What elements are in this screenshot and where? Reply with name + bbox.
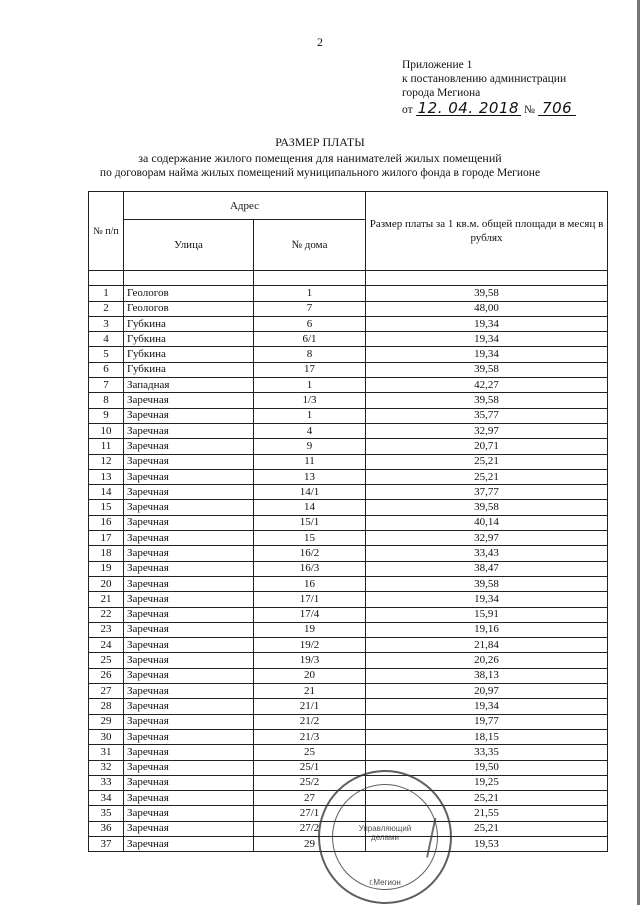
table-row bbox=[89, 347, 608, 362]
row-rate: 25,21 bbox=[366, 454, 608, 469]
row-rate: 19,77 bbox=[366, 714, 608, 729]
row-number: 23 bbox=[89, 622, 124, 637]
row-street: Заречная bbox=[124, 393, 254, 408]
row-street: Губкина bbox=[124, 316, 254, 331]
row-number: 3 bbox=[89, 316, 124, 331]
row-street: Заречная bbox=[124, 821, 254, 836]
header-address: Адрес bbox=[124, 192, 366, 220]
row-house: 19/3 bbox=[254, 653, 366, 668]
table-body bbox=[89, 271, 608, 852]
row-rate: 39,58 bbox=[366, 500, 608, 515]
row-number: 2 bbox=[89, 301, 124, 316]
row-number: 28 bbox=[89, 699, 124, 714]
header-separator bbox=[89, 271, 608, 286]
row-street: Заречная bbox=[124, 469, 254, 484]
row-house: 16/2 bbox=[254, 546, 366, 561]
row-number: 36 bbox=[89, 821, 124, 836]
row-number: 8 bbox=[89, 393, 124, 408]
table-row bbox=[89, 423, 608, 438]
row-rate: 38,13 bbox=[366, 668, 608, 683]
row-rate: 21,55 bbox=[366, 806, 608, 821]
table-row bbox=[89, 408, 608, 423]
row-house: 17 bbox=[254, 362, 366, 377]
title-line-1: РАЗМЕР ПЛАТЫ bbox=[275, 135, 365, 149]
row-number: 15 bbox=[89, 500, 124, 515]
row-street: Заречная bbox=[124, 408, 254, 423]
row-house: 1 bbox=[254, 408, 366, 423]
row-street: Заречная bbox=[124, 622, 254, 637]
row-rate: 25,21 bbox=[366, 469, 608, 484]
row-street: Заречная bbox=[124, 668, 254, 683]
table-row bbox=[89, 286, 608, 301]
row-rate: 33,35 bbox=[366, 745, 608, 760]
table-row bbox=[89, 653, 608, 668]
table-row bbox=[89, 622, 608, 637]
row-house: 21/2 bbox=[254, 714, 366, 729]
row-street: Заречная bbox=[124, 485, 254, 500]
appendix-line-3: города Мегиона bbox=[402, 87, 481, 99]
row-house: 25/1 bbox=[254, 760, 366, 775]
table-row bbox=[89, 714, 608, 729]
row-street: Заречная bbox=[124, 806, 254, 821]
row-rate: 39,58 bbox=[366, 362, 608, 377]
appendix-line-2: к постановлению администрации bbox=[402, 73, 567, 85]
appendix-date-line bbox=[402, 101, 612, 117]
row-street: Заречная bbox=[124, 684, 254, 699]
row-street: Заречная bbox=[124, 745, 254, 760]
table-row bbox=[89, 668, 608, 683]
row-rate: 19,50 bbox=[366, 760, 608, 775]
table-row bbox=[89, 684, 608, 699]
table-row bbox=[89, 469, 608, 484]
row-number: 20 bbox=[89, 576, 124, 591]
row-number: 14 bbox=[89, 485, 124, 500]
row-street: Заречная bbox=[124, 531, 254, 546]
row-number: 7 bbox=[89, 378, 124, 393]
row-rate: 48,00 bbox=[366, 301, 608, 316]
row-number: 5 bbox=[89, 347, 124, 362]
from-label: от bbox=[402, 104, 413, 116]
number-label: № bbox=[524, 104, 536, 116]
page-number: 2 bbox=[317, 35, 323, 49]
appendix-line-1: Приложение 1 bbox=[402, 59, 473, 71]
row-house: 13 bbox=[254, 469, 366, 484]
row-house: 1 bbox=[254, 286, 366, 301]
row-house: 21 bbox=[254, 684, 366, 699]
row-number: 19 bbox=[89, 561, 124, 576]
row-rate: 20,97 bbox=[366, 684, 608, 699]
row-rate: 15,91 bbox=[366, 607, 608, 622]
row-number: 16 bbox=[89, 515, 124, 530]
row-number: 25 bbox=[89, 653, 124, 668]
header-rate: Размер платы за 1 кв.м. общей площади в месяц в рублях bbox=[366, 192, 608, 271]
row-number: 1 bbox=[89, 286, 124, 301]
row-number: 21 bbox=[89, 592, 124, 607]
row-rate: 39,58 bbox=[366, 576, 608, 591]
row-rate: 19,25 bbox=[366, 775, 608, 790]
row-number: 34 bbox=[89, 791, 124, 806]
row-rate: 39,58 bbox=[366, 286, 608, 301]
row-rate: 37,77 bbox=[366, 485, 608, 500]
row-rate: 25,21 bbox=[366, 821, 608, 836]
row-house: 15 bbox=[254, 531, 366, 546]
row-number: 26 bbox=[89, 668, 124, 683]
rates-table bbox=[88, 191, 608, 852]
row-rate: 21,84 bbox=[366, 638, 608, 653]
row-house: 19/2 bbox=[254, 638, 366, 653]
row-street: Заречная bbox=[124, 454, 254, 469]
table-row bbox=[89, 729, 608, 744]
row-street: Геологов bbox=[124, 286, 254, 301]
row-house: 8 bbox=[254, 347, 366, 362]
row-house: 14 bbox=[254, 500, 366, 515]
row-house: 17/1 bbox=[254, 592, 366, 607]
appendix-block bbox=[402, 58, 612, 117]
table-row bbox=[89, 301, 608, 316]
row-number: 18 bbox=[89, 546, 124, 561]
row-house: 6 bbox=[254, 316, 366, 331]
row-house: 20 bbox=[254, 668, 366, 683]
table-row bbox=[89, 378, 608, 393]
row-number: 29 bbox=[89, 714, 124, 729]
row-street: Геологов bbox=[124, 301, 254, 316]
row-street: Заречная bbox=[124, 592, 254, 607]
row-house: 27/1 bbox=[254, 806, 366, 821]
row-house: 7 bbox=[254, 301, 366, 316]
row-number: 17 bbox=[89, 531, 124, 546]
row-street: Заречная bbox=[124, 546, 254, 561]
row-rate: 32,97 bbox=[366, 423, 608, 438]
row-house: 15/1 bbox=[254, 515, 366, 530]
row-house: 11 bbox=[254, 454, 366, 469]
row-street: Заречная bbox=[124, 439, 254, 454]
row-street: Заречная bbox=[124, 561, 254, 576]
row-house: 1 bbox=[254, 378, 366, 393]
table-row bbox=[89, 760, 608, 775]
row-house: 6/1 bbox=[254, 332, 366, 347]
row-house: 19 bbox=[254, 622, 366, 637]
row-number: 6 bbox=[89, 362, 124, 377]
table-row bbox=[89, 454, 608, 469]
table-row bbox=[89, 332, 608, 347]
seal-center-text: Управляющий делами bbox=[358, 824, 412, 842]
table-row bbox=[89, 576, 608, 591]
document-title bbox=[0, 135, 640, 181]
row-street: Западная bbox=[124, 378, 254, 393]
row-rate: 19,34 bbox=[366, 699, 608, 714]
row-street: Заречная bbox=[124, 775, 254, 790]
row-street: Заречная bbox=[124, 576, 254, 591]
row-number: 13 bbox=[89, 469, 124, 484]
row-rate: 38,47 bbox=[366, 561, 608, 576]
row-rate: 40,14 bbox=[366, 515, 608, 530]
row-number: 22 bbox=[89, 607, 124, 622]
row-house: 1/3 bbox=[254, 393, 366, 408]
seal-bottom-text: г.Мегион bbox=[369, 878, 401, 887]
title-line-3: по договорам найма жилых помещений муниципального жилого фонда в городе Мегионе bbox=[99, 167, 541, 179]
row-house: 25 bbox=[254, 745, 366, 760]
row-rate: 32,97 bbox=[366, 531, 608, 546]
row-street: Заречная bbox=[124, 638, 254, 653]
row-house: 21/1 bbox=[254, 699, 366, 714]
row-number: 35 bbox=[89, 806, 124, 821]
row-street: Заречная bbox=[124, 760, 254, 775]
row-rate: 18,15 bbox=[366, 729, 608, 744]
row-street: Заречная bbox=[124, 515, 254, 530]
row-house: 4 bbox=[254, 423, 366, 438]
row-house: 16 bbox=[254, 576, 366, 591]
table-row bbox=[89, 515, 608, 530]
table-row bbox=[89, 561, 608, 576]
table-row bbox=[89, 592, 608, 607]
row-rate: 19,34 bbox=[366, 316, 608, 331]
row-house: 17/4 bbox=[254, 607, 366, 622]
table-row bbox=[89, 316, 608, 331]
row-street: Заречная bbox=[124, 729, 254, 744]
row-street: Заречная bbox=[124, 423, 254, 438]
row-street: Заречная bbox=[124, 607, 254, 622]
header-street: Улица bbox=[124, 220, 254, 271]
header-house: № дома bbox=[254, 220, 366, 271]
table-row bbox=[89, 439, 608, 454]
table-row bbox=[89, 500, 608, 515]
table-row bbox=[89, 362, 608, 377]
row-number: 37 bbox=[89, 836, 124, 851]
row-number: 11 bbox=[89, 439, 124, 454]
row-street: Губкина bbox=[124, 362, 254, 377]
row-street: Заречная bbox=[124, 836, 254, 851]
table-row bbox=[89, 745, 608, 760]
row-street: Губкина bbox=[124, 332, 254, 347]
row-street: Заречная bbox=[124, 791, 254, 806]
row-street: Заречная bbox=[124, 714, 254, 729]
table-row bbox=[89, 546, 608, 561]
row-rate: 33,43 bbox=[366, 546, 608, 561]
row-number: 9 bbox=[89, 408, 124, 423]
row-house: 27 bbox=[254, 791, 366, 806]
handwritten-date: 12. 04. 2018 bbox=[417, 99, 520, 117]
handwritten-number: 706 bbox=[538, 101, 576, 116]
row-number: 32 bbox=[89, 760, 124, 775]
row-rate: 20,26 bbox=[366, 653, 608, 668]
row-rate: 19,34 bbox=[366, 592, 608, 607]
table-row bbox=[89, 699, 608, 714]
row-street: Заречная bbox=[124, 653, 254, 668]
row-rate: 42,27 bbox=[366, 378, 608, 393]
table-row bbox=[89, 393, 608, 408]
row-rate: 19,53 bbox=[366, 836, 608, 851]
row-house: 27/2 bbox=[254, 821, 366, 836]
row-number: 12 bbox=[89, 454, 124, 469]
row-number: 27 bbox=[89, 684, 124, 699]
row-rate: 39,58 bbox=[366, 393, 608, 408]
row-number: 24 bbox=[89, 638, 124, 653]
row-house: 29 bbox=[254, 836, 366, 851]
row-number: 33 bbox=[89, 775, 124, 790]
row-rate: 19,16 bbox=[366, 622, 608, 637]
row-house: 25/2 bbox=[254, 775, 366, 790]
row-house: 16/3 bbox=[254, 561, 366, 576]
row-number: 4 bbox=[89, 332, 124, 347]
row-house: 9 bbox=[254, 439, 366, 454]
row-house: 14/1 bbox=[254, 485, 366, 500]
table-row bbox=[89, 607, 608, 622]
row-number: 31 bbox=[89, 745, 124, 760]
row-street: Заречная bbox=[124, 699, 254, 714]
row-rate: 35,77 bbox=[366, 408, 608, 423]
row-rate: 19,34 bbox=[366, 332, 608, 347]
row-number: 10 bbox=[89, 423, 124, 438]
row-rate: 25,21 bbox=[366, 791, 608, 806]
row-house: 21/3 bbox=[254, 729, 366, 744]
row-rate: 20,71 bbox=[366, 439, 608, 454]
table-row bbox=[89, 531, 608, 546]
row-street: Губкина bbox=[124, 347, 254, 362]
row-number: 30 bbox=[89, 729, 124, 744]
title-line-2: за содержание жилого помещения для нанимателей жилых помещений bbox=[138, 151, 502, 165]
row-rate: 19,34 bbox=[366, 347, 608, 362]
row-street: Заречная bbox=[124, 500, 254, 515]
table-row bbox=[89, 485, 608, 500]
table-row bbox=[89, 638, 608, 653]
header-number: № п/п bbox=[89, 192, 124, 271]
